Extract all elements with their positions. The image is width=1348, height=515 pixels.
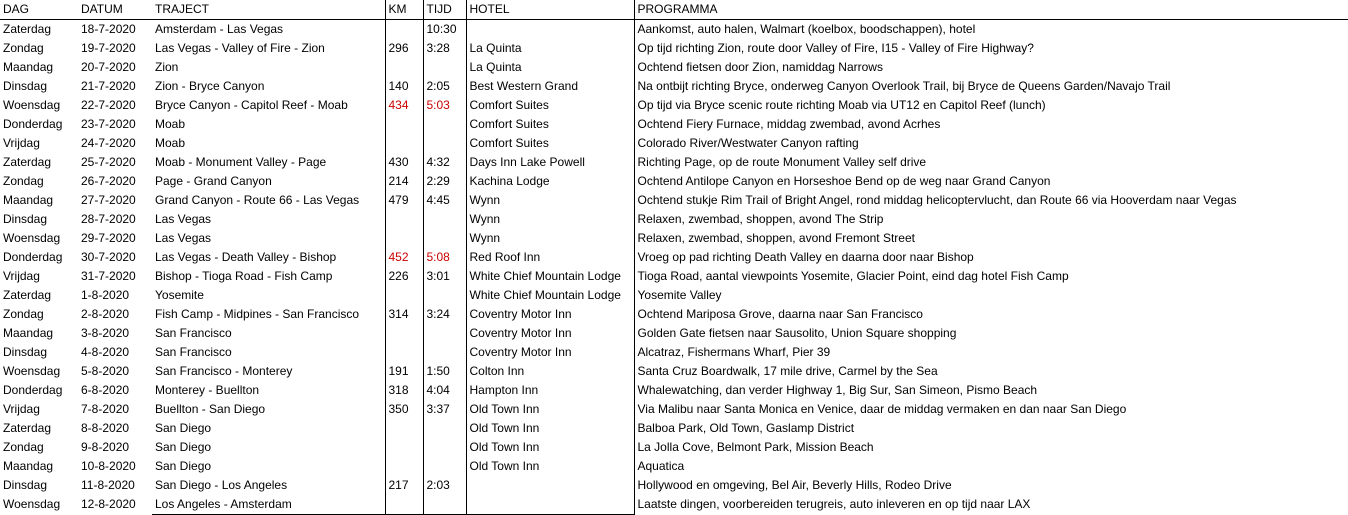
- cell-datum[interactable]: 6-8-2020: [81, 383, 130, 397]
- cell-traject[interactable]: San Diego: [152, 457, 385, 476]
- cell-hotel[interactable]: Coventry Motor Inn: [466, 343, 634, 362]
- cell-dag[interactable]: Maandag: [3, 459, 54, 473]
- cell-hotel[interactable]: Wynn: [466, 191, 634, 210]
- cell-km[interactable]: 434: [385, 96, 423, 115]
- cell-tijd[interactable]: [423, 58, 466, 77]
- cell-km[interactable]: 226: [385, 267, 423, 286]
- cell-hotel[interactable]: Best Western Grand: [466, 77, 634, 96]
- cell-traject[interactable]: Las Vegas - Death Valley - Bishop: [152, 248, 385, 267]
- cell-datum[interactable]: 18-7-2020: [81, 22, 136, 36]
- cell-programma[interactable]: Ochtend Mariposa Grove, daarna naar San Francisco: [637, 307, 923, 321]
- cell-tijd[interactable]: [423, 343, 466, 362]
- cell-km[interactable]: 318: [385, 381, 423, 400]
- cell-tijd[interactable]: 2:05: [423, 77, 466, 96]
- cell-programma[interactable]: Op tijd richting Zion, route door Valley of Fire, I15 - Valley of Fire Highway?: [637, 41, 1034, 55]
- table-row: [0, 191, 1348, 210]
- cell-dag[interactable]: Maandag: [3, 60, 54, 74]
- cell-programma[interactable]: Na ontbijt richting Bryce, onderweg Canyon Overlook Trail, bij Bryce de Queens Garden/Navajo Trail: [637, 79, 1171, 93]
- cell-datum[interactable]: 10-8-2020: [81, 459, 136, 473]
- cell-km[interactable]: 214: [385, 172, 423, 191]
- cell-datum[interactable]: 1-8-2020: [81, 288, 130, 302]
- cell-hotel[interactable]: Comfort Suites: [466, 96, 634, 115]
- cell-tijd[interactable]: 5:08: [423, 248, 466, 267]
- cell-tijd[interactable]: 3:24: [423, 305, 466, 324]
- cell-tijd[interactable]: [423, 134, 466, 153]
- cell-hotel[interactable]: Comfort Suites: [466, 115, 634, 134]
- cell-programma[interactable]: Relaxen, zwembad, shoppen, avond Fremont Street: [637, 231, 915, 245]
- cell-km[interactable]: [385, 58, 423, 77]
- cell-hotel[interactable]: Old Town Inn: [466, 457, 634, 476]
- cell-datum[interactable]: 28-7-2020: [81, 212, 136, 226]
- cell-tijd[interactable]: 1:50: [423, 362, 466, 381]
- cell-dag[interactable]: Vrijdag: [3, 402, 40, 416]
- table-row: [0, 362, 1348, 381]
- cell-programma[interactable]: Aankomst, auto halen, Walmart (koelbox, boodschappen), hotel: [637, 22, 976, 36]
- cell-hotel[interactable]: Red Roof Inn: [466, 248, 634, 267]
- cell-dag[interactable]: Zondag: [3, 174, 44, 188]
- cell-tijd[interactable]: [423, 324, 466, 343]
- cell-programma[interactable]: Santa Cruz Boardwalk, 17 mile drive, Carmel by the Sea: [637, 364, 938, 378]
- cell-km[interactable]: 217: [385, 476, 423, 495]
- cell-tijd[interactable]: 2:03: [423, 476, 466, 495]
- cell-dag[interactable]: Zondag: [3, 440, 44, 454]
- cell-traject[interactable]: Amsterdam - Las Vegas: [152, 20, 385, 40]
- table-row: [0, 20, 1348, 40]
- table-header: [0, 0, 1348, 20]
- table-row: [0, 58, 1348, 77]
- cell-programma[interactable]: Ochtend fietsen door Zion, namiddag Narrows: [637, 60, 883, 74]
- cell-traject[interactable]: Grand Canyon - Route 66 - Las Vegas: [152, 191, 385, 210]
- table-row: [0, 495, 1348, 515]
- cell-datum[interactable]: 29-7-2020: [81, 231, 136, 245]
- cell-datum[interactable]: 21-7-2020: [81, 79, 136, 93]
- table-row: [0, 134, 1348, 153]
- cell-km[interactable]: 452: [385, 248, 423, 267]
- cell-dag[interactable]: Dinsdag: [3, 478, 48, 492]
- column-header-programma[interactable]: PROGRAMMA: [634, 0, 1348, 20]
- cell-tijd[interactable]: 3:01: [423, 267, 466, 286]
- cell-traject[interactable]: Bishop - Tioga Road - Fish Camp: [152, 267, 385, 286]
- table-row: [0, 324, 1348, 343]
- cell-tijd[interactable]: 5:03: [423, 96, 466, 115]
- cell-dag[interactable]: Zaterdag: [3, 155, 52, 169]
- cell-dag[interactable]: Zondag: [3, 307, 44, 321]
- cell-programma[interactable]: Ochtend Antilope Canyon en Horseshoe Bend op de weg naar Grand Canyon: [637, 174, 1051, 188]
- cell-traject[interactable]: San Diego: [152, 438, 385, 457]
- cell-programma[interactable]: Aquatica: [637, 459, 685, 473]
- cell-hotel[interactable]: Coventry Motor Inn: [466, 324, 634, 343]
- cell-programma[interactable]: Ochtend Fiery Furnace, middag zwembad, avond Acrhes: [637, 117, 941, 131]
- cell-km[interactable]: [385, 495, 423, 515]
- cell-datum[interactable]: 25-7-2020: [81, 155, 136, 169]
- cell-km[interactable]: 140: [385, 77, 423, 96]
- cell-km[interactable]: [385, 20, 423, 40]
- cell-datum[interactable]: 22-7-2020: [81, 98, 136, 112]
- cell-hotel[interactable]: Old Town Inn: [466, 419, 634, 438]
- cell-programma[interactable]: Colorado River/Westwater Canyon rafting: [637, 136, 859, 150]
- cell-tijd[interactable]: 3:28: [423, 39, 466, 58]
- cell-dag[interactable]: Woensdag: [3, 98, 61, 112]
- cell-tijd[interactable]: [423, 286, 466, 305]
- cell-traject[interactable]: Zion: [152, 58, 385, 77]
- cell-tijd[interactable]: [423, 419, 466, 438]
- cell-tijd[interactable]: 4:32: [423, 153, 466, 172]
- cell-km[interactable]: 350: [385, 400, 423, 419]
- cell-dag[interactable]: Zondag: [3, 41, 44, 55]
- cell-tijd[interactable]: 3:37: [423, 400, 466, 419]
- cell-dag[interactable]: Zaterdag: [3, 22, 52, 36]
- cell-hotel[interactable]: Wynn: [466, 229, 634, 248]
- cell-tijd[interactable]: [423, 495, 466, 515]
- cell-hotel[interactable]: Wynn: [466, 210, 634, 229]
- cell-hotel[interactable]: Colton Inn: [466, 362, 634, 381]
- cell-traject[interactable]: Moab: [152, 134, 385, 153]
- cell-programma[interactable]: Ochtend stukje Rim Trail of Bright Angel, rond middag helicoptervlucht, dan Route 66 via Hooverdam naar Vegas: [637, 193, 1237, 207]
- table-row: [0, 438, 1348, 457]
- cell-hotel[interactable]: Hampton Inn: [466, 381, 634, 400]
- cell-tijd[interactable]: [423, 438, 466, 457]
- cell-datum[interactable]: 2-8-2020: [81, 307, 130, 321]
- cell-traject[interactable]: Buellton - San Diego: [152, 400, 385, 419]
- cell-programma[interactable]: Vroeg op pad richting Death Valley en daarna door naar Bishop: [637, 250, 974, 264]
- cell-dag[interactable]: Woensdag: [3, 497, 61, 512]
- cell-km[interactable]: [385, 343, 423, 362]
- cell-dag[interactable]: Donderdag: [3, 383, 63, 397]
- cell-hotel[interactable]: [466, 476, 634, 495]
- cell-traject[interactable]: San Diego - Los Angeles: [152, 476, 385, 495]
- cell-traject[interactable]: Moab - Monument Valley - Page: [152, 153, 385, 172]
- cell-tijd[interactable]: 4:04: [423, 381, 466, 400]
- cell-datum[interactable]: 7-8-2020: [81, 402, 130, 416]
- table-row: [0, 39, 1348, 58]
- table-row: [0, 419, 1348, 438]
- cell-hotel[interactable]: [466, 495, 634, 515]
- table-row: [0, 267, 1348, 286]
- table-row: [0, 286, 1348, 305]
- cell-dag[interactable]: Zaterdag: [3, 288, 52, 302]
- column-header-traject[interactable]: TRAJECT: [152, 0, 385, 20]
- cell-hotel[interactable]: La Quinta: [466, 39, 634, 58]
- column-header-tijd[interactable]: TIJD: [423, 0, 466, 20]
- cell-tijd[interactable]: [423, 115, 466, 134]
- table-row: [0, 115, 1348, 134]
- cell-traject[interactable]: Bryce Canyon - Capitol Reef - Moab: [152, 96, 385, 115]
- cell-datum[interactable]: 27-7-2020: [81, 193, 136, 207]
- cell-dag[interactable]: Donderdag: [3, 250, 63, 264]
- cell-programma[interactable]: Laatste dingen, voorbereiden terugreis, auto inleveren en op tijd naar LAX: [637, 497, 1031, 512]
- cell-km[interactable]: 191: [385, 362, 423, 381]
- cell-traject[interactable]: San Francisco - Monterey: [152, 362, 385, 381]
- cell-datum[interactable]: 26-7-2020: [81, 174, 136, 188]
- header-row: [0, 0, 1348, 20]
- table-row: [0, 305, 1348, 324]
- cell-traject[interactable]: Yosemite: [152, 286, 385, 305]
- column-header-dag[interactable]: DAG: [0, 0, 78, 20]
- cell-dag[interactable]: Donderdag: [3, 117, 63, 131]
- cell-programma[interactable]: Hollywood en omgeving, Bel Air, Beverly Hills, Rodeo Drive: [637, 478, 952, 492]
- column-header-datum[interactable]: DATUM: [78, 0, 152, 20]
- cell-traject[interactable]: Las Vegas: [152, 229, 385, 248]
- cell-traject[interactable]: Las Vegas - Valley of Fire - Zion: [152, 39, 385, 58]
- column-header-hotel[interactable]: HOTEL: [466, 0, 634, 20]
- cell-programma[interactable]: La Jolla Cove, Belmont Park, Mission Beach: [637, 440, 874, 454]
- cell-tijd[interactable]: 2:29: [423, 172, 466, 191]
- cell-datum[interactable]: 5-8-2020: [81, 364, 130, 378]
- cell-hotel[interactable]: White Chief Mountain Lodge: [466, 286, 634, 305]
- table-row: [0, 229, 1348, 248]
- cell-datum[interactable]: 31-7-2020: [81, 269, 136, 283]
- cell-hotel[interactable]: Coventry Motor Inn: [466, 305, 634, 324]
- cell-traject[interactable]: Las Vegas: [152, 210, 385, 229]
- cell-hotel[interactable]: Old Town Inn: [466, 438, 634, 457]
- cell-datum[interactable]: 20-7-2020: [81, 60, 136, 74]
- cell-traject[interactable]: Zion - Bryce Canyon: [152, 77, 385, 96]
- table-body: [0, 20, 1348, 515]
- cell-programma[interactable]: Balboa Park, Old Town, Gaslamp District: [637, 421, 855, 435]
- cell-hotel[interactable]: Kachina Lodge: [466, 172, 634, 191]
- cell-traject[interactable]: Fish Camp - Midpines - San Francisco: [152, 305, 385, 324]
- cell-km[interactable]: [385, 286, 423, 305]
- cell-km[interactable]: 430: [385, 153, 423, 172]
- cell-datum[interactable]: 12-8-2020: [81, 497, 136, 512]
- cell-hotel[interactable]: [466, 20, 634, 40]
- table-row: [0, 476, 1348, 495]
- cell-datum[interactable]: 23-7-2020: [81, 117, 136, 131]
- table-row: [0, 457, 1348, 476]
- cell-dag[interactable]: Vrijdag: [3, 269, 40, 283]
- cell-datum[interactable]: 30-7-2020: [81, 250, 136, 264]
- cell-datum[interactable]: 19-7-2020: [81, 41, 136, 55]
- cell-hotel[interactable]: La Quinta: [466, 58, 634, 77]
- cell-dag[interactable]: Vrijdag: [3, 136, 40, 150]
- cell-traject[interactable]: San Francisco: [152, 324, 385, 343]
- cell-hotel[interactable]: Comfort Suites: [466, 134, 634, 153]
- cell-km[interactable]: [385, 457, 423, 476]
- cell-datum[interactable]: 8-8-2020: [81, 421, 130, 435]
- cell-dag[interactable]: Woensdag: [3, 231, 61, 245]
- cell-km[interactable]: [385, 229, 423, 248]
- cell-traject[interactable]: Los Angeles - Amsterdam: [152, 495, 385, 515]
- cell-dag[interactable]: Dinsdag: [3, 345, 48, 359]
- table-row: [0, 210, 1348, 229]
- table-row: [0, 153, 1348, 172]
- cell-programma[interactable]: Richting Page, op de route Monument Valley self drive: [637, 155, 927, 169]
- cell-tijd[interactable]: 4:45: [423, 191, 466, 210]
- cell-programma[interactable]: Relaxen, zwembad, shoppen, avond The Strip: [637, 212, 884, 226]
- cell-datum[interactable]: 24-7-2020: [81, 136, 136, 150]
- cell-programma[interactable]: Tioga Road, aantal viewpoints Yosemite, Glacier Point, eind dag hotel Fish Camp: [637, 269, 1069, 283]
- cell-tijd[interactable]: [423, 229, 466, 248]
- cell-programma[interactable]: Via Malibu naar Santa Monica en Venice, daar de middag vermaken en dan naar San Diego: [637, 402, 1127, 416]
- cell-km[interactable]: [385, 419, 423, 438]
- cell-traject[interactable]: San Francisco: [152, 343, 385, 362]
- table-row: [0, 77, 1348, 96]
- table-row: [0, 172, 1348, 191]
- cell-dag[interactable]: Woensdag: [3, 364, 61, 378]
- cell-km[interactable]: [385, 210, 423, 229]
- cell-km[interactable]: [385, 324, 423, 343]
- cell-datum[interactable]: 4-8-2020: [81, 345, 130, 359]
- cell-datum[interactable]: 3-8-2020: [81, 326, 130, 340]
- cell-traject[interactable]: Moab: [152, 115, 385, 134]
- cell-dag[interactable]: Maandag: [3, 193, 54, 207]
- cell-dag[interactable]: Dinsdag: [3, 212, 48, 226]
- cell-tijd[interactable]: [423, 457, 466, 476]
- cell-hotel[interactable]: Old Town Inn: [466, 400, 634, 419]
- cell-km[interactable]: [385, 438, 423, 457]
- cell-km[interactable]: 296: [385, 39, 423, 58]
- cell-traject[interactable]: Monterey - Buellton: [152, 381, 385, 400]
- cell-traject[interactable]: Page - Grand Canyon: [152, 172, 385, 191]
- cell-hotel[interactable]: White Chief Mountain Lodge: [466, 267, 634, 286]
- column-header-km[interactable]: KM: [385, 0, 423, 20]
- cell-dag[interactable]: Maandag: [3, 326, 54, 340]
- cell-dag[interactable]: Zaterdag: [3, 421, 52, 435]
- cell-km[interactable]: [385, 134, 423, 153]
- cell-km[interactable]: [385, 115, 423, 134]
- cell-programma[interactable]: Alcatraz, Fishermans Wharf, Pier 39: [637, 345, 831, 359]
- cell-km[interactable]: 479: [385, 191, 423, 210]
- table-row: [0, 381, 1348, 400]
- cell-programma[interactable]: Golden Gate fietsen naar Sausolito, Union Square shopping: [637, 326, 957, 340]
- table-row: [0, 96, 1348, 115]
- cell-tijd[interactable]: [423, 210, 466, 229]
- table-row: [0, 248, 1348, 267]
- cell-tijd[interactable]: 10:30: [423, 20, 466, 40]
- table-row: [0, 343, 1348, 362]
- cell-traject[interactable]: San Diego: [152, 419, 385, 438]
- table-row: [0, 400, 1348, 419]
- cell-datum[interactable]: 11-8-2020: [81, 478, 135, 492]
- cell-km[interactable]: 314: [385, 305, 423, 324]
- cell-datum[interactable]: 9-8-2020: [81, 440, 130, 454]
- cell-programma[interactable]: Yosemite Valley: [637, 288, 722, 302]
- cell-programma[interactable]: Op tijd via Bryce scenic route richting Moab via UT12 en Capitol Reef (lunch): [637, 98, 1046, 112]
- cell-dag[interactable]: Dinsdag: [3, 79, 48, 93]
- cell-hotel[interactable]: Days Inn Lake Powell: [466, 153, 634, 172]
- cell-programma[interactable]: Whalewatching, dan verder Highway 1, Big Sur, San Simeon, Pismo Beach: [637, 383, 1038, 397]
